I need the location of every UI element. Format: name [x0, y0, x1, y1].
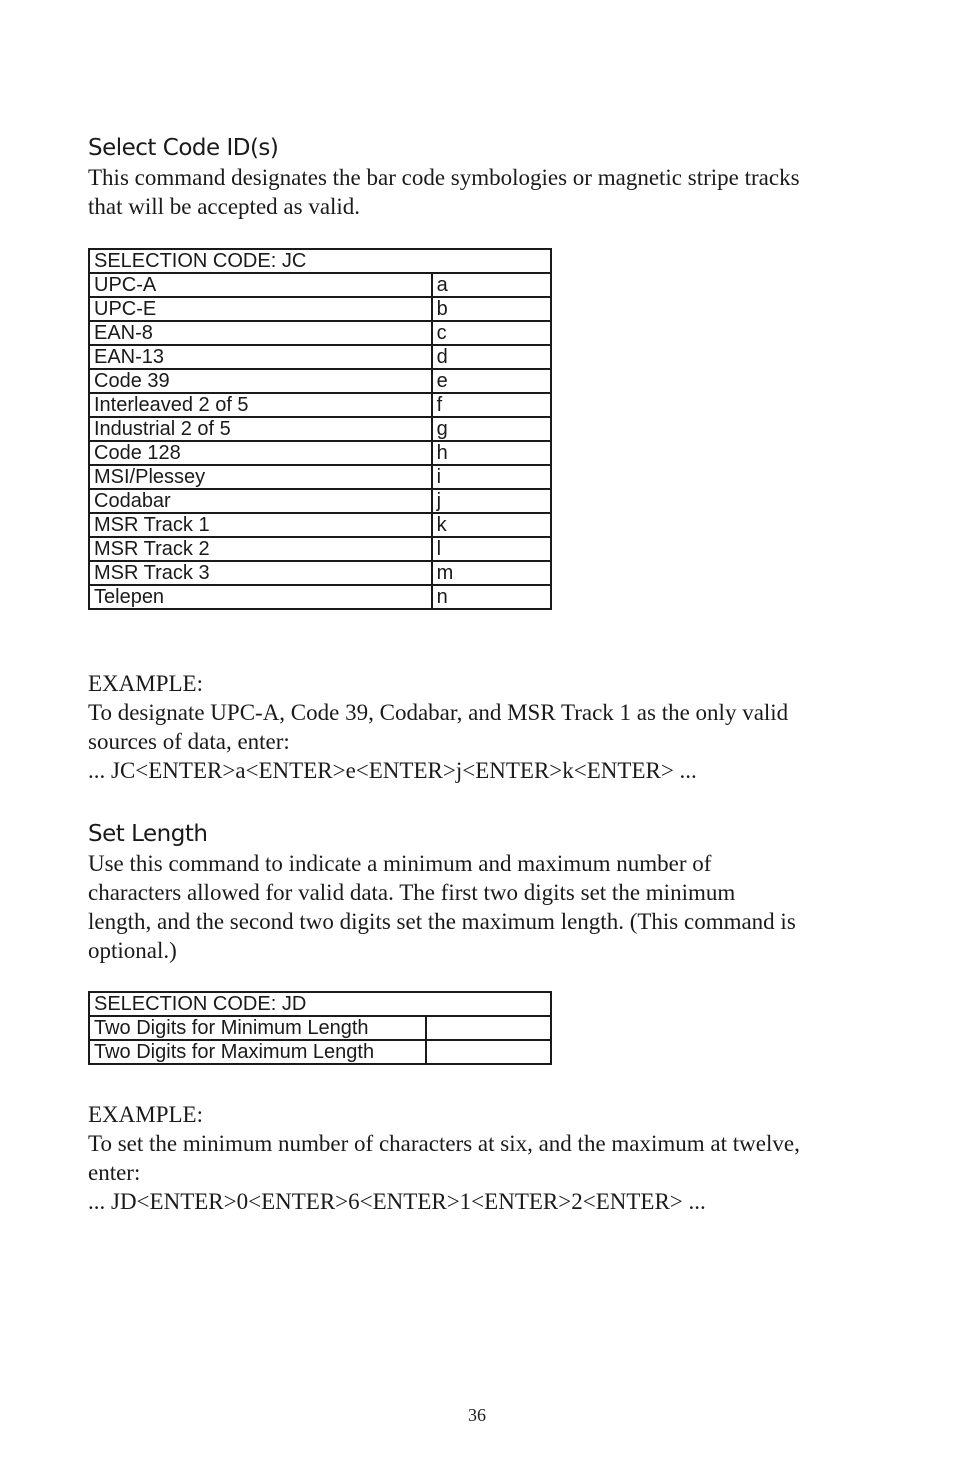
row-code: d	[432, 345, 551, 369]
row-label: EAN-13	[89, 345, 432, 369]
table-row	[89, 345, 551, 369]
text-line: length, and the second two digits set the maximum length. (This command is	[88, 909, 796, 934]
text-line: EXAMPLE:	[88, 671, 203, 696]
table-row	[89, 273, 551, 297]
text-line: optional.)	[88, 938, 177, 963]
row-code: i	[432, 465, 551, 489]
row-label: EAN-8	[89, 321, 432, 345]
row-label: Two Digits for Maximum Length	[89, 1040, 426, 1064]
row-label: Codabar	[89, 489, 432, 513]
page-number: 36	[468, 1405, 486, 1425]
row-label: UPC-A	[89, 273, 432, 297]
table-header-cell: SELECTION CODE: JD	[89, 992, 551, 1016]
row-code: e	[432, 369, 551, 393]
table-row	[89, 1016, 551, 1040]
row-code: m	[432, 561, 551, 585]
row-label: Interleaved 2 of 5	[89, 393, 432, 417]
row-label: Telepen	[89, 585, 432, 609]
selection-code-jc-table	[88, 248, 552, 610]
row-code: k	[432, 513, 551, 537]
text-line: that will be accepted as valid.	[88, 194, 361, 219]
row-code: f	[432, 393, 551, 417]
text-line: sources of data, enter:	[88, 729, 290, 754]
table-row	[89, 321, 551, 345]
table-header-row	[89, 249, 551, 273]
table-row	[89, 513, 551, 537]
text-line: Use this command to indicate a minimum and maximum number of	[88, 851, 712, 876]
set-length-example	[88, 1100, 858, 1216]
row-code: j	[432, 489, 551, 513]
table-row	[89, 465, 551, 489]
select-code-intro	[88, 163, 858, 221]
row-label: Two Digits for Minimum Length	[89, 1016, 426, 1040]
table-header-cell: SELECTION CODE: JC	[89, 249, 551, 273]
table-row	[89, 417, 551, 441]
row-label: UPC-E	[89, 297, 432, 321]
text-line: To set the minimum number of characters at six, and the maximum at twelve,	[88, 1131, 800, 1156]
row-code: g	[432, 417, 551, 441]
row-label: MSR Track 1	[89, 513, 432, 537]
row-code: l	[432, 537, 551, 561]
select-code-example	[88, 669, 858, 785]
section-heading-select-code-ids: Select Code ID(s)	[88, 135, 279, 161]
text-line: ... JD<ENTER>0<ENTER>6<ENTER>1<ENTER>2<ENTER> ...	[88, 1189, 706, 1214]
row-label: Code 39	[89, 369, 432, 393]
table-row	[89, 441, 551, 465]
row-code: n	[432, 585, 551, 609]
row-label: Industrial 2 of 5	[89, 417, 432, 441]
table-row	[89, 561, 551, 585]
text-line: characters allowed for valid data. The first two digits set the minimum	[88, 880, 736, 905]
text-line: This command designates the bar code symbologies or magnetic stripe tracks	[88, 165, 800, 190]
row-value-empty	[426, 1040, 551, 1064]
text-line: EXAMPLE:	[88, 1102, 203, 1127]
table-row	[89, 297, 551, 321]
row-code: b	[432, 297, 551, 321]
text-line: ... JC<ENTER>a<ENTER>e<ENTER>j<ENTER>k<ENTER> ...	[88, 758, 697, 783]
row-label: MSR Track 2	[89, 537, 432, 561]
table-row	[89, 369, 551, 393]
table-row	[89, 537, 551, 561]
set-length-intro	[88, 849, 858, 965]
row-code: c	[432, 321, 551, 345]
row-label: MSR Track 3	[89, 561, 432, 585]
text-line: To designate UPC-A, Code 39, Codabar, and MSR Track 1 as the only valid	[88, 700, 789, 725]
table-row	[89, 393, 551, 417]
row-code: a	[432, 273, 551, 297]
row-code: h	[432, 441, 551, 465]
table-header-row	[89, 992, 551, 1016]
table-row	[89, 489, 551, 513]
table-row	[89, 585, 551, 609]
row-label: Code 128	[89, 441, 432, 465]
row-label: MSI/Plessey	[89, 465, 432, 489]
section-heading-set-length: Set Length	[88, 821, 208, 847]
row-value-empty	[426, 1016, 551, 1040]
table-row	[89, 1040, 551, 1064]
selection-code-jd-table	[88, 991, 552, 1065]
text-line: enter:	[88, 1160, 141, 1185]
